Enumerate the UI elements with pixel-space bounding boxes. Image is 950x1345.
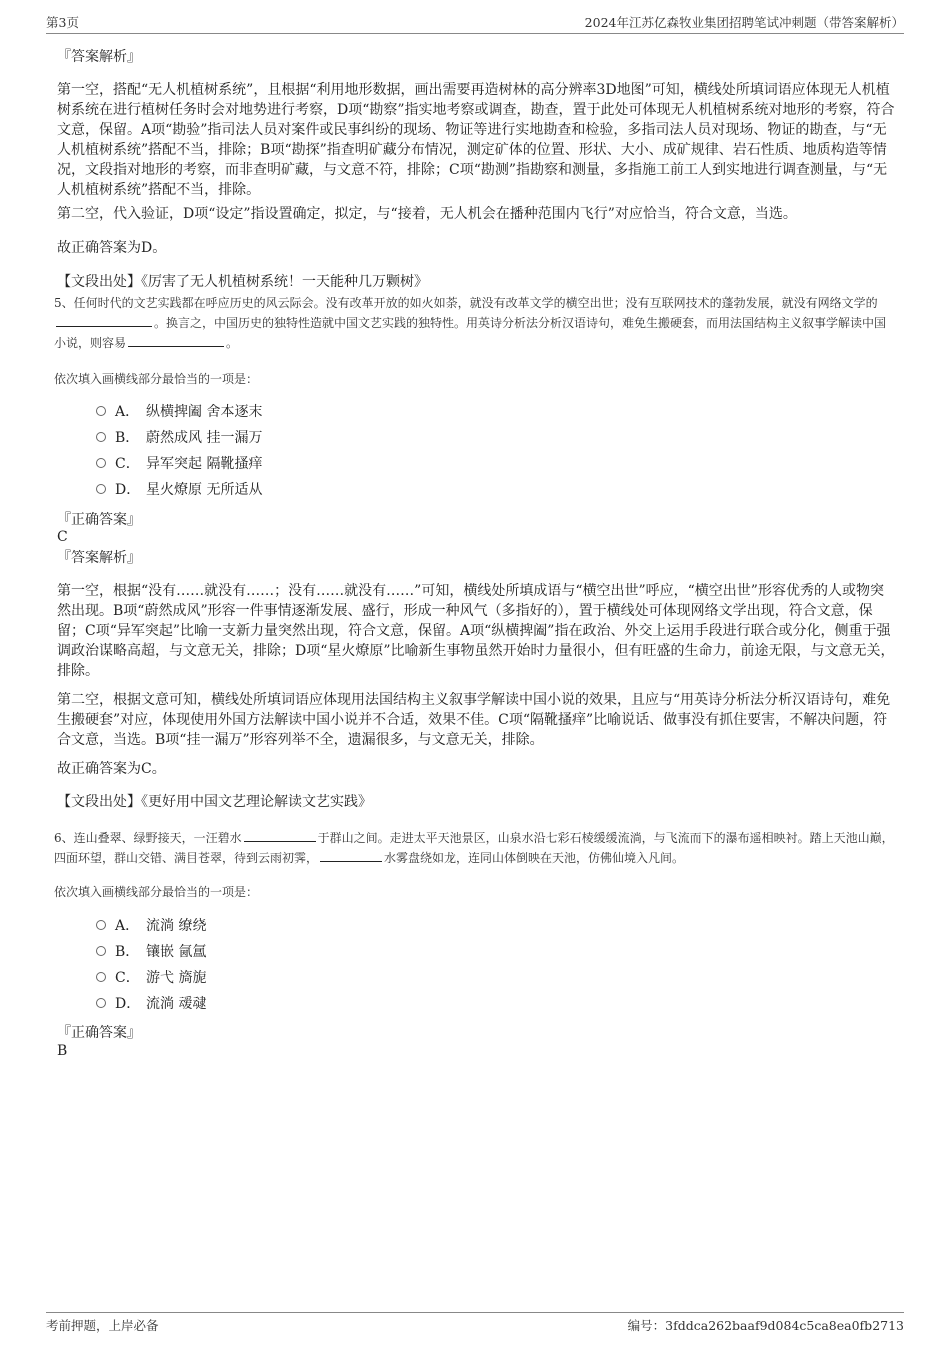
q6-question: 6、连山叠翠、绿野接天，一汪碧水 于群山之间。走进太平天池景区，山泉水沿七彩石棱缓缓流淌，与飞流而下的瀑布遥相映衬。踏上天池山巅，四面环望，群山交错、满目苍翠，待到云雨初霁， 水雾盘绕如龙，连同山体倒映在天池，仿佛仙境入凡间。 bbox=[54, 828, 896, 868]
radio-icon[interactable] bbox=[96, 406, 106, 416]
radio-icon[interactable] bbox=[96, 946, 106, 956]
q6-option-c[interactable]: C． 游弋 旖旎 bbox=[96, 968, 206, 988]
page-footer bbox=[46, 1312, 904, 1333]
radio-icon[interactable] bbox=[96, 458, 106, 468]
q5-blank-1 bbox=[56, 313, 152, 327]
q4-source: 【文段出处】《厉害了无人机植树系统！一天能种几万颗树》 bbox=[57, 274, 428, 290]
q6-prompt: 依次填入画横线部分最恰当的一项是： bbox=[54, 885, 259, 899]
radio-icon[interactable] bbox=[96, 998, 106, 1008]
q6-option-d[interactable]: D． 流淌 叆叇 bbox=[96, 994, 206, 1014]
q6-answer: B bbox=[57, 1043, 68, 1059]
q5-conclusion: 故正确答案为C。 bbox=[57, 761, 166, 777]
q5-answer: C bbox=[57, 529, 68, 545]
q6-blank-1 bbox=[244, 828, 316, 842]
q4-analysis-para1: 第一空，搭配“无人机植树系统”，且根据“利用地形数据，画出需要再造树林的高分辨率3D地图”可知，横线处所填词语应体现无人机植树系统在进行植树任务时会对地势进行考察，D项“勘察”指实地考察或调查，勘查，置于此处可体现无人机植树系统对地形的考察，符合文意，保留。A项“勘验”指司法人员对案件或民事纠纷的现场、物证等进行实地勘查和检验，多指司法人员对现场、物证的勘查，与“无人机植树系统”搭配不当，排除；B项“勘探”指查明矿藏分布情况，测定矿体的位置、形状、大小、成矿规律、岩石性质、地质构造等情况，文段指对地形的考察，而非查明矿藏，与文意不符，排除；C项“勘测”指勘察和测量，多指施工前工人到实地进行调查测量，与“无人机植树系统”搭配不当，排除。 bbox=[57, 82, 895, 198]
q5-analysis-para1: 第一空，根据“没有……就没有……；没有……就没有……”可知，横线处所填成语与“横空出世”呼应，“横空出世”形容优秀的人或物突然出现。B项“蔚然成风”形容一件事情逐渐发展、盛行，形成一种风气（多指好的），置于横线处可体现网络文学出现，符合文意，保留；C项“异军突起”比喻一支新力量突然出现，符合文意，保留。A项“纵横捭阖”指在政治、外交上运用手段进行联合或分化，侧重于强调政治谋略高超，与文意无关，排除；D项“星火燎原”比喻新生事物虽然开始时力量很小，但有旺盛的生命力，前途无限，与文意无关，排除。 bbox=[57, 583, 895, 679]
q4-analysis-para2: 第二空，代入验证，D项“设定”指设置确定，拟定，与“接着，无人机会在播种范围内飞行”对应恰当，符合文意，当选。 bbox=[57, 206, 797, 222]
q6-option-a[interactable]: A． 流淌 缭绕 bbox=[96, 916, 206, 936]
q4-conclusion: 故正确答案为D。 bbox=[57, 240, 167, 256]
radio-icon[interactable] bbox=[96, 972, 106, 982]
q5-question: 5、任何时代的文艺实践都在呼应历史的风云际会。没有改革开放的如火如荼，就没有改革文学的横空出世；没有互联网技术的蓬勃发展，就没有网络文学的。换言之，中国历史的独特性造就中国文艺实践的独特性。用英诗分析法分析汉语诗句，难免生搬硬套，而用法国结构主义叙事学解读中国小说，则容易 。 bbox=[54, 296, 887, 350]
radio-icon[interactable] bbox=[96, 484, 106, 494]
q6-option-b[interactable]: B． 镶嵌 氤氲 bbox=[96, 942, 206, 962]
q5-option-c[interactable]: C． 异军突起 隔靴搔痒 bbox=[96, 454, 262, 474]
radio-icon[interactable] bbox=[96, 920, 106, 930]
q5-option-a[interactable]: A． 纵横捭阖 舍本逐末 bbox=[96, 402, 262, 422]
q5-source: 【文段出处】《更好用中国文艺理论解读文艺实践》 bbox=[57, 794, 372, 810]
radio-icon[interactable] bbox=[96, 432, 106, 442]
q6-blank-2 bbox=[320, 848, 382, 862]
q5-option-b[interactable]: B． 蔚然成风 挂一漏万 bbox=[96, 428, 262, 448]
page-header bbox=[46, 13, 904, 34]
q5-answer-title: 『正确答案』 bbox=[57, 512, 141, 528]
q6-answer-title: 『正确答案』 bbox=[57, 1025, 141, 1041]
footer-slogan: 考前押题，上岸必备 bbox=[46, 1318, 159, 1333]
document-serial: 编号：3fddca262baaf9d084c5ca8ea0fb2713 bbox=[627, 1318, 904, 1333]
q5-prompt: 依次填入画横线部分最恰当的一项是： bbox=[54, 372, 259, 386]
q5-option-d[interactable]: D． 星火燎原 无所适从 bbox=[96, 480, 262, 500]
q5-blank-2 bbox=[128, 333, 224, 347]
document-title: 2024年江苏亿森牧业集团招聘笔试冲刺题（带答案解析） bbox=[584, 15, 904, 30]
page-number: 第3页 bbox=[46, 15, 79, 30]
q5-analysis-title: 『答案解析』 bbox=[57, 550, 141, 566]
q5-analysis-para2: 第二空，根据文意可知，横线处所填词语应体现用法国结构主义叙事学解读中国小说的效果，且应与“用英诗分析法分析汉语诗句，难免生搬硬套”对应，体现使用外国方法解读中国小说并不合适，效果不佳。C项“隔靴搔痒”比喻说话、做事没有抓住要害，不解决问题，符合文意，当选。B项“挂一漏万”形容列举不全，遗漏很多，与文意无关，排除。 bbox=[57, 692, 891, 748]
q4-analysis-title: 『答案解析』 bbox=[57, 49, 141, 65]
